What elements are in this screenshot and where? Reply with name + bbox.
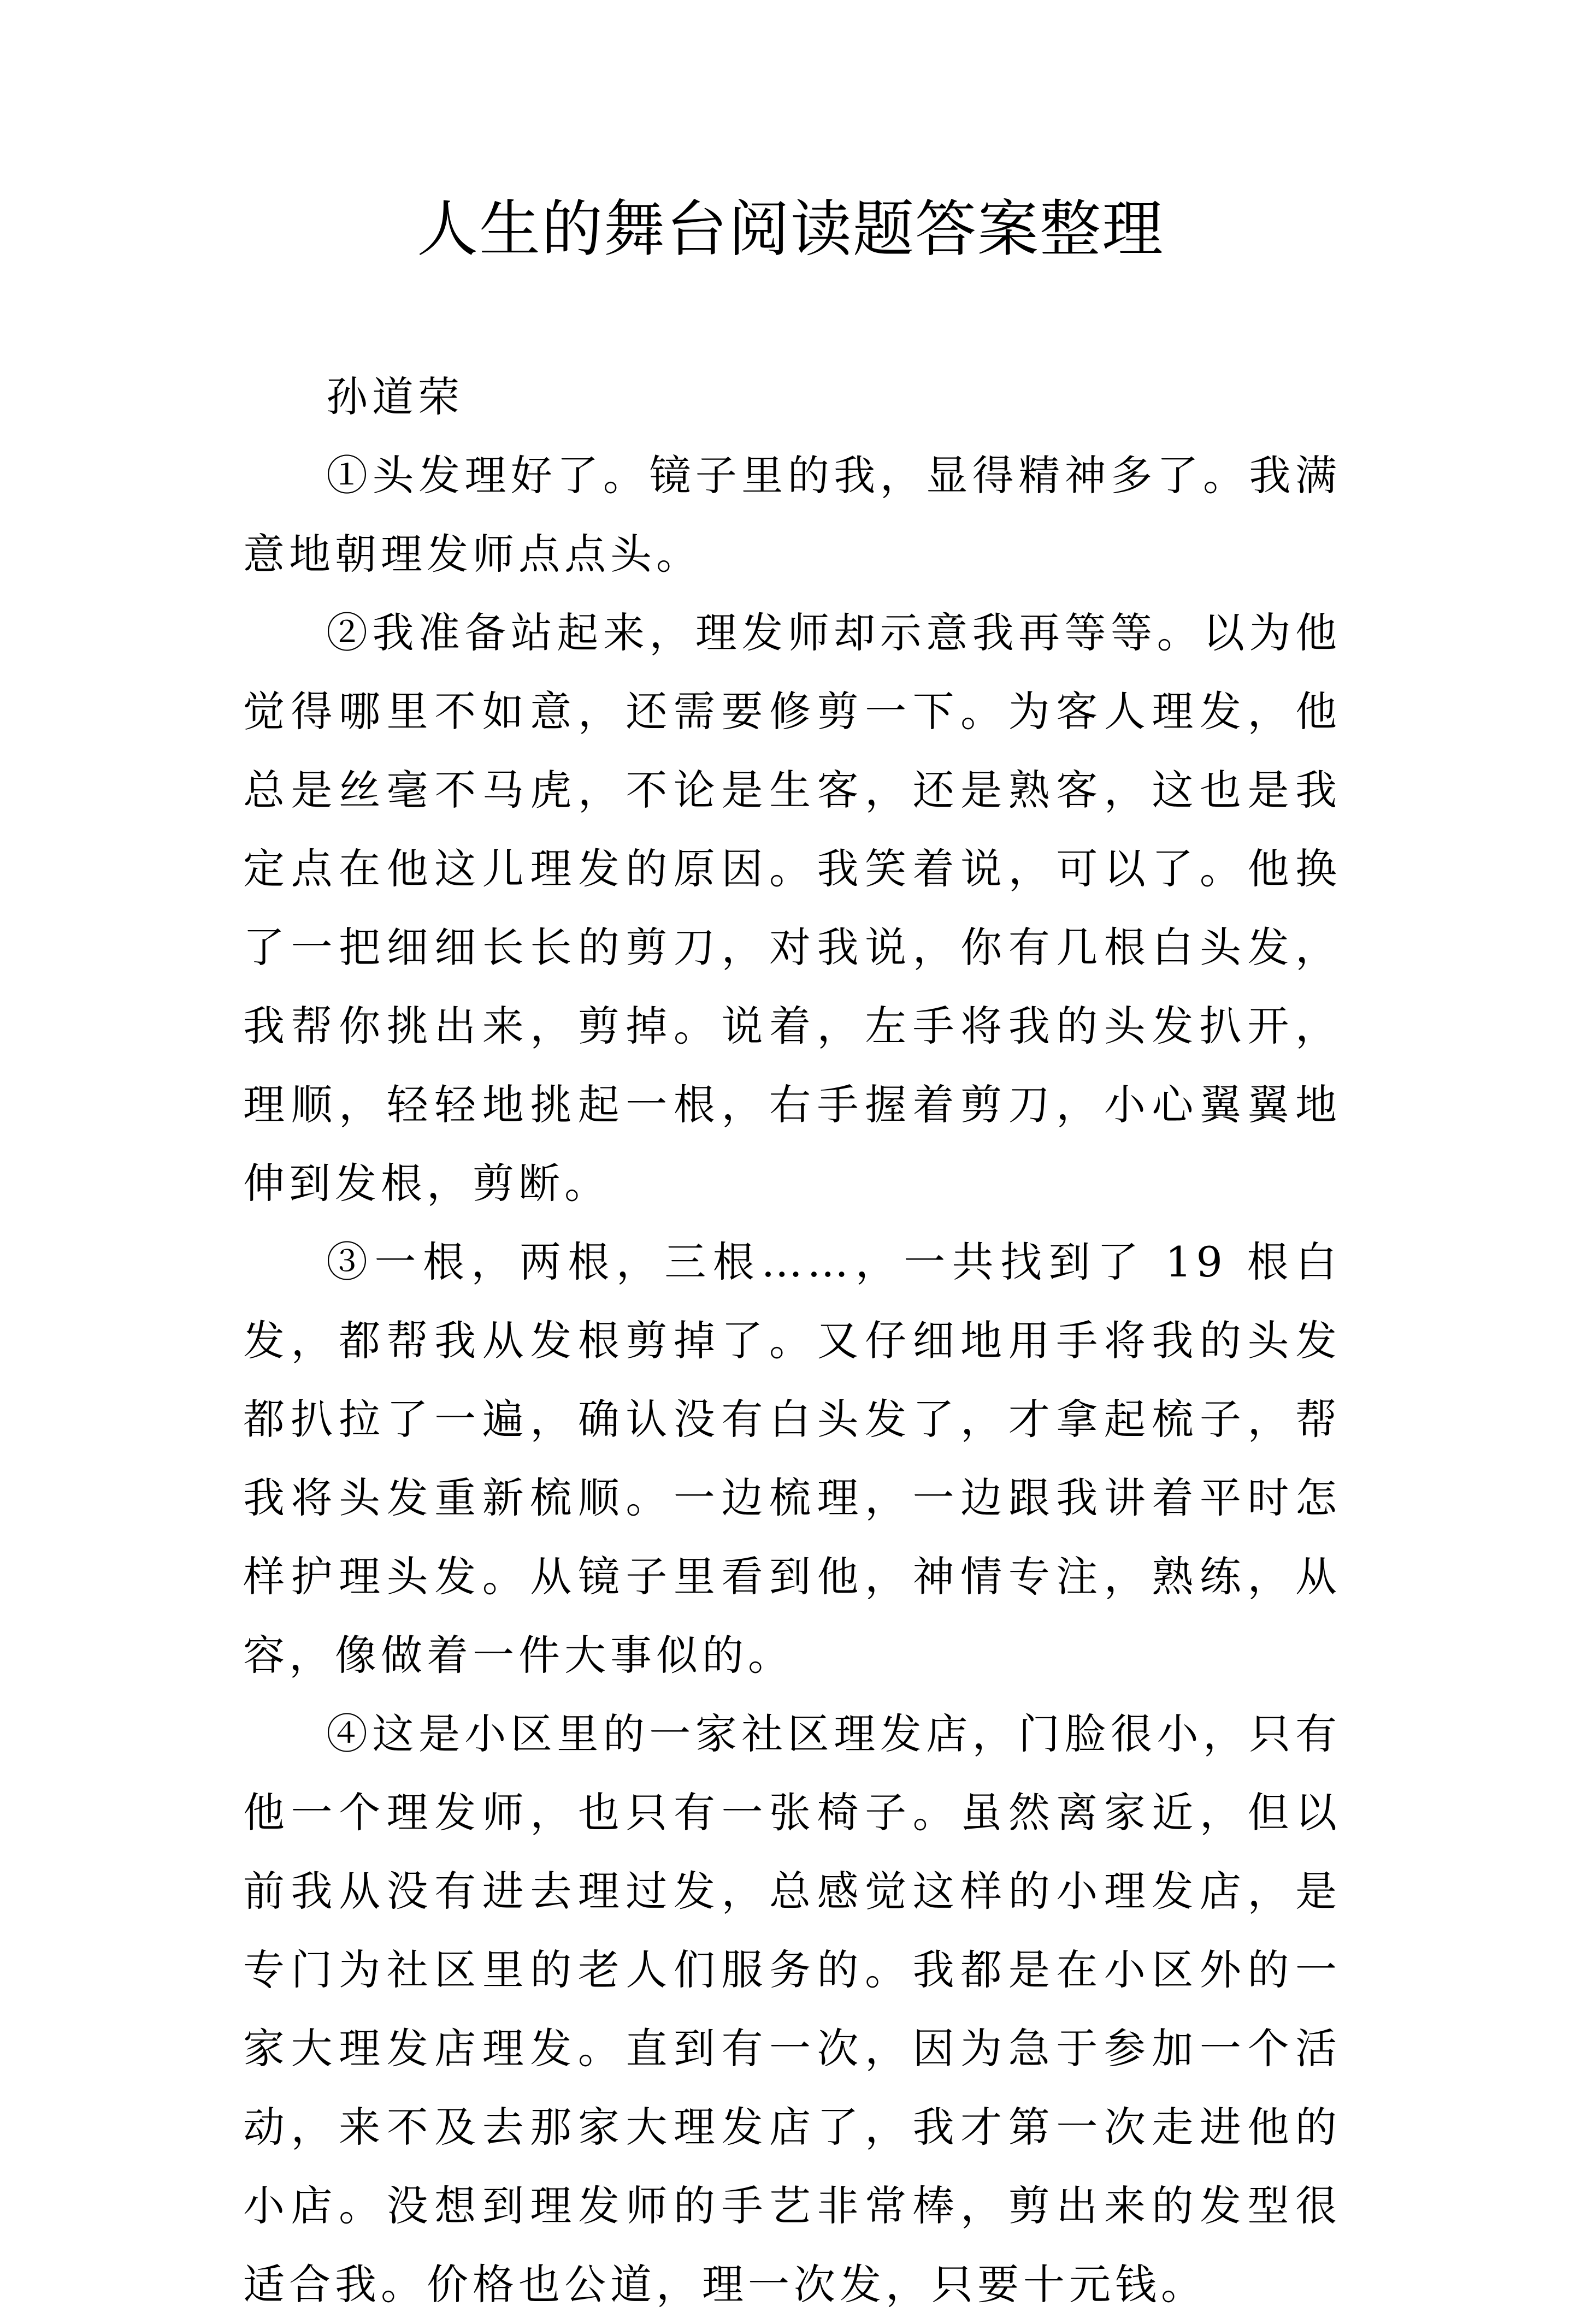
paragraph-1: ①头发理好了。镜子里的我，显得精神多了。我满意地朝理发师点点头。 bbox=[243, 451, 1341, 578]
author-name: 孙道荣 bbox=[326, 372, 464, 421]
paragraph-4: ④这是小区里的一家社区理发店，门脸很小，只有他一个理发师，也只有一张椅子。虽然离家近，但以前我从没有进去理过发，总感觉这样的小理发店，是专门为社区里的老人们服务的。我都是在小区外的一家大理发店理发。直到有一次，因为急于参加一个活动，来不及去那家大理发店了，我才第一次走进他的小店。没想到理发师的手艺非常棒，剪出来的发型很适合我。价格也公道，理一次发，只要十元钱。 bbox=[243, 1710, 1341, 2309]
document-title: 人生的舞台阅读题答案整理 bbox=[417, 194, 1164, 265]
paragraph-2: ②我准备站起来，理发师却示意我再等等。以为他觉得哪里不如意，还需要修剪一下。为客人理发，他总是丝毫不马虎，不论是生客，还是熟客，这也是我定点在他这儿理发的原因。我笑着说，可以了。他换了一把细细长长的剪刀，对我说，你有几根白头发，我帮你挑出来，剪掉。说着，左手将我的头发扒开，理顺，轻轻地挑起一根，右手握着剪刀，小心翼翼地伸到发根，剪断。 bbox=[243, 608, 1341, 1208]
paragraph-3: ③一根，两根，三根……，一共找到了 19 根白发，都帮我从发根剪掉了。又仔细地用手将我的头发都扒拉了一遍，确认没有白头发了，才拿起梳子，帮我将头发重新梳顺。一边梳理，一边跟我讲着平时怎样护理头发。从镜子里看到他，神情专注，熟练，从容，像做着一件大事似的。 bbox=[243, 1238, 1341, 1680]
document-body bbox=[243, 358, 1341, 2324]
